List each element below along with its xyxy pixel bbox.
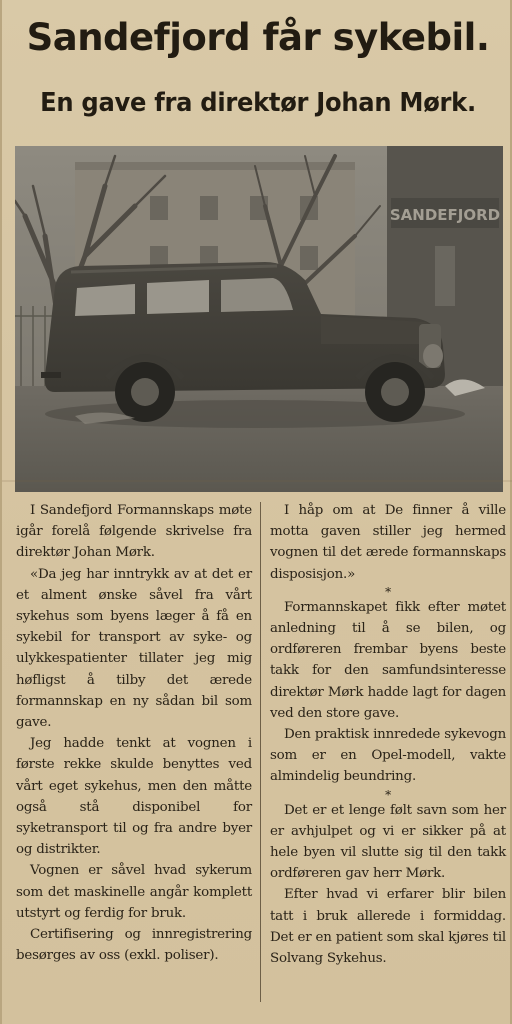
paragraph: I Sandefjord Formannskaps møte igår forelå følgende skrivelse fra direktør Johan Mørk. [16, 503, 252, 561]
paragraph: Certifisering og innregistrering besørges av oss (exkl. poliser). [16, 927, 252, 964]
sandefjord-sign: SANDEFJORD [389, 206, 501, 224]
section-separator: * [385, 584, 391, 599]
photo-bottom-shadow [2, 480, 512, 482]
column-divider [260, 502, 261, 1002]
paragraph: I håp om at De finner å ville motta gaven stiller jeg hermed vognen til det ærede formannskaps disposisjon.» [270, 503, 506, 582]
paragraph: Formannskapet fikk efter møtet anledning til å se bilen, og ordføreren frembar byens beste takk for den samfundsinteresse direktør Mørk hadde lagt for dagen ved den store gave. [270, 599, 506, 721]
paragraph: Det er et lenge følt savn som her er avhjulpet og vi er sikker på at hele byen vil slutte sig til den takk ordføreren gav herr Mørk. [270, 802, 506, 882]
ambulance-photo [15, 146, 503, 492]
paragraph: Efter hvad vi erfarer blir bilen tatt i bruk allerede i formiddag. Det er en patient som skal kjøres til Solvang Sykehus. [270, 887, 506, 967]
left-column [16, 500, 252, 966]
right-column [270, 500, 506, 969]
subheadline: En gave fra direktør Johan Mørk. [40, 88, 476, 118]
paragraph: Vognen er såvel hvad sykerum som det maskinelle angår komplett utstyrt og ferdig for bruk. [16, 863, 252, 921]
headline: Sandefjord får sykebil. [26, 16, 490, 59]
paragraph: «Da jeg har inntrykk av at det er et alment ønske såvel fra vårt sykehus som byens læger å få en sykebil for transport av syke- og ulykkespatienter tillater jeg mig høfligst å tilby det ærede formannskap en ny sådan bil som gave. [16, 566, 252, 731]
section-separator: * [385, 787, 391, 802]
ambulance-car-photo-icon [15, 146, 503, 492]
paragraph: Den praktisk innredede sykevogn som er en Opel-modell, vakte almindelig beundring. [270, 727, 506, 785]
paragraph: Jeg hadde tenkt at vognen i første rekke skulde benyttes ved vårt eget sykehus, men den måtte også stå disponibel for syketransport til og fra andre byer og distrikter. [16, 736, 252, 858]
